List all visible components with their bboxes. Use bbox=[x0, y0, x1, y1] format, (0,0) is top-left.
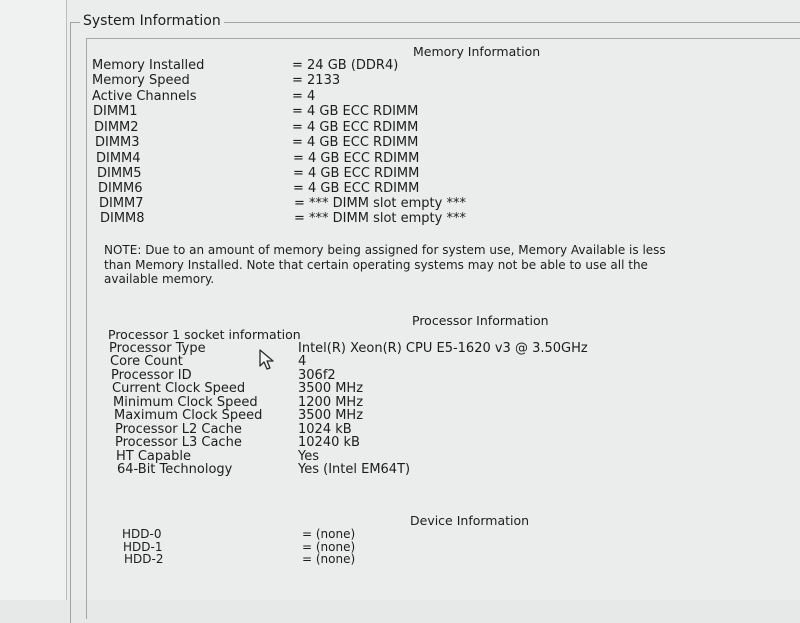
processor-row-value: 306f2 bbox=[298, 368, 336, 383]
processor-row-value: Intel(R) Xeon(R) CPU E5-1620 v3 @ 3.50GHz bbox=[298, 341, 588, 356]
processor-section-title: Processor Information bbox=[412, 313, 549, 328]
processor-row-value: Yes (Intel EM64T) bbox=[298, 462, 411, 477]
device-row-label: HDD-1 bbox=[123, 540, 163, 554]
memory-row-value: = 4 GB ECC RDIMM bbox=[293, 181, 420, 196]
processor-row-label: 64-Bit Technology bbox=[117, 462, 233, 477]
memory-row-value: = 24 GB (DDR4) bbox=[292, 58, 399, 73]
mouse-pointer-icon bbox=[259, 349, 275, 375]
memory-note-line: NOTE: Due to an amount of memory being assigned for system use, Memory Available is less bbox=[104, 243, 666, 257]
memory-row-value: = 4 bbox=[292, 89, 316, 104]
memory-row-label: Memory Installed bbox=[92, 58, 205, 73]
device-row-value: = (none) bbox=[302, 552, 356, 566]
processor-row-label: HT Capable bbox=[116, 449, 191, 464]
processor-row-label: Current Clock Speed bbox=[112, 381, 246, 396]
memory-row-label: DIMM3 bbox=[95, 135, 140, 150]
processor-row-label: Minimum Clock Speed bbox=[113, 395, 258, 410]
memory-row-label: DIMM4 bbox=[96, 151, 141, 166]
memory-row-value: = 2133 bbox=[292, 73, 341, 88]
processor-row-label: Processor L3 Cache bbox=[115, 435, 242, 450]
memory-row-label: DIMM6 bbox=[98, 181, 143, 196]
memory-row-label: Active Channels bbox=[92, 89, 197, 104]
memory-row-value: = *** DIMM slot empty *** bbox=[294, 211, 466, 226]
processor-row-value: 3500 MHz bbox=[298, 408, 364, 423]
processor-row-label: Processor L2 Cache bbox=[115, 422, 242, 437]
processor-row-label: Processor ID bbox=[111, 368, 192, 383]
left-navigation-panel[interactable] bbox=[0, 0, 67, 600]
processor-row-label: Core Count bbox=[110, 354, 183, 369]
processor-row-value: 3500 MHz bbox=[298, 381, 364, 396]
processor-row-value: 1024 kB bbox=[298, 422, 352, 437]
memory-row-value: = *** DIMM slot empty *** bbox=[294, 196, 466, 211]
memory-row-value: = 4 GB ECC RDIMM bbox=[292, 135, 419, 150]
memory-note-line: than Memory Installed. Note that certain operating systems may not be able to use all the bbox=[104, 257, 648, 272]
memory-row-value: = 4 GB ECC RDIMM bbox=[293, 166, 420, 181]
memory-row-value: = 4 GB ECC RDIMM bbox=[293, 151, 420, 166]
memory-row-value: = 4 GB ECC RDIMM bbox=[292, 104, 419, 119]
processor-row-value: 4 bbox=[298, 354, 307, 369]
memory-row-label: Memory Speed bbox=[92, 73, 190, 88]
memory-row-value: = 4 GB ECC RDIMM bbox=[292, 120, 419, 135]
device-row-value: = (none) bbox=[302, 527, 356, 541]
processor-row-value: 1200 MHz bbox=[298, 395, 364, 410]
device-row-label: HDD-0 bbox=[122, 527, 162, 541]
device-section-title: Device Information bbox=[410, 513, 530, 528]
memory-row-label: DIMM2 bbox=[94, 120, 139, 135]
memory-row-label: DIMM8 bbox=[100, 211, 145, 226]
device-row-label: HDD-2 bbox=[124, 552, 164, 566]
memory-row-label: DIMM5 bbox=[97, 166, 142, 181]
memory-row-label: DIMM1 bbox=[93, 104, 138, 119]
memory-row-label: DIMM7 bbox=[99, 196, 144, 211]
processor-row-label: Maximum Clock Speed bbox=[114, 408, 263, 423]
processor-row-label: Processor Type bbox=[109, 341, 206, 356]
device-row-value: = (none) bbox=[302, 540, 356, 554]
memory-note bbox=[104, 243, 784, 287]
processor-row-value: Yes bbox=[298, 449, 319, 464]
processor-row-value: 10240 kB bbox=[298, 435, 360, 450]
processor-socket-label: Processor 1 socket information bbox=[108, 327, 301, 342]
group-title: System Information bbox=[80, 13, 224, 29]
memory-note-line: available memory. bbox=[104, 272, 215, 286]
memory-section-title: Memory Information bbox=[413, 44, 541, 59]
